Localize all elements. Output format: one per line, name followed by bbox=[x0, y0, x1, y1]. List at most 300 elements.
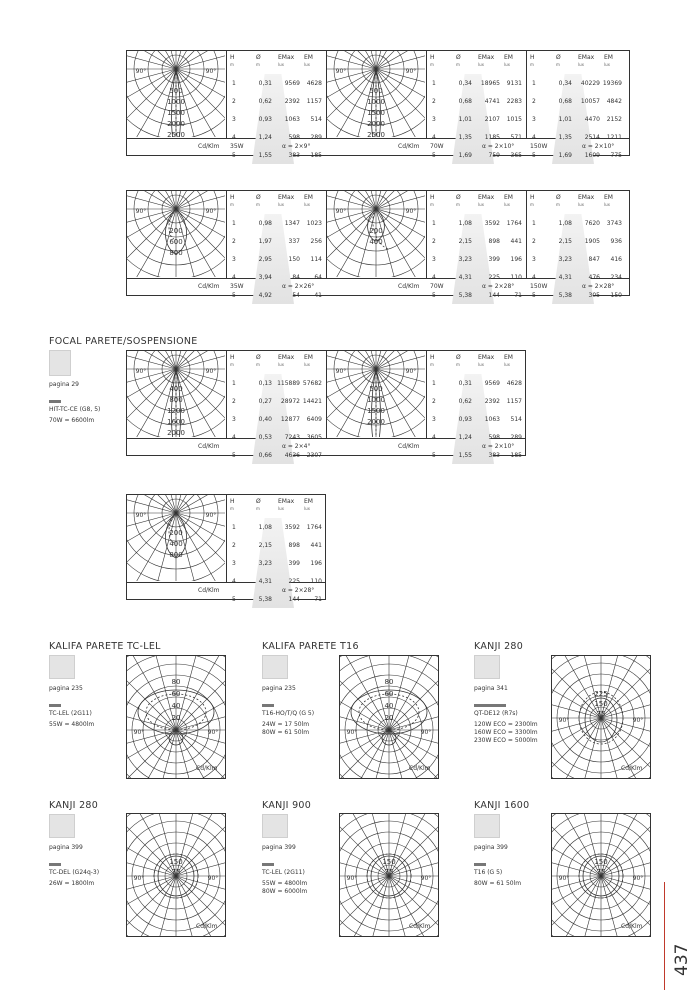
polar-spoke bbox=[176, 814, 225, 876]
scale-label: 60 bbox=[384, 690, 394, 698]
column-unit: lux bbox=[278, 202, 285, 207]
cell-em: 514 bbox=[310, 116, 322, 123]
unit-label: Cd/Klm bbox=[621, 765, 643, 772]
cell-emax: 898 bbox=[288, 542, 300, 549]
scale-label: 75 bbox=[384, 868, 394, 876]
lamp-icon bbox=[49, 704, 61, 707]
scale-label: 1500 bbox=[367, 407, 385, 415]
table-row bbox=[228, 536, 324, 554]
cell-h: 5 bbox=[232, 596, 236, 603]
product-thumbnail bbox=[49, 350, 71, 376]
cell-h: 4 bbox=[232, 434, 236, 441]
cell-h: 4 bbox=[432, 274, 436, 281]
cell-em: 71 bbox=[514, 292, 522, 299]
polar-diagram bbox=[127, 51, 225, 137]
column-divider bbox=[426, 50, 427, 138]
lamp-power: 80W = 61 50lm bbox=[262, 729, 310, 736]
cell-diameter: 3,23 bbox=[258, 560, 272, 567]
lamp-icon bbox=[474, 704, 506, 707]
polar-spoke bbox=[127, 814, 176, 876]
scale-label: 150 bbox=[594, 858, 608, 866]
unit-label: Cd/Klm bbox=[398, 143, 420, 150]
scale-label: 800 bbox=[169, 551, 183, 559]
angle-label: 90° bbox=[135, 368, 147, 375]
cell-h: 4 bbox=[232, 134, 236, 141]
cell-em: 196 bbox=[510, 256, 522, 263]
lamp-type: TC-DEL (G24q-3) bbox=[49, 869, 100, 876]
cell-diameter: 0,93 bbox=[458, 416, 472, 423]
lamp-icon bbox=[262, 863, 274, 866]
cell-em: 4842 bbox=[606, 98, 622, 105]
column-unit: lux bbox=[604, 62, 611, 67]
polar-spoke bbox=[389, 814, 438, 876]
polar-spoke bbox=[176, 814, 225, 876]
scale-label: 800 bbox=[169, 249, 183, 257]
cell-diameter: 0,62 bbox=[458, 398, 472, 405]
angle-label: 90° bbox=[346, 875, 358, 882]
lamp-power: 120W ECO = 2300lm bbox=[474, 721, 538, 728]
polar-spoke bbox=[340, 814, 389, 876]
product-thumbnail bbox=[474, 814, 500, 838]
cell-emax: 383 bbox=[288, 152, 300, 159]
polar-diagram bbox=[552, 656, 650, 778]
cell-diameter: 1,55 bbox=[258, 152, 272, 159]
cell-diameter: 0,31 bbox=[458, 380, 472, 387]
cell-h: 5 bbox=[232, 152, 236, 159]
angle-label: 90° bbox=[335, 368, 347, 375]
cell-h: 5 bbox=[532, 152, 536, 159]
cell-em: 365 bbox=[510, 152, 522, 159]
table-header bbox=[228, 192, 324, 214]
cell-emax: 1347 bbox=[284, 220, 300, 227]
polar-spoke bbox=[176, 814, 225, 876]
column-header: Ø bbox=[256, 54, 261, 61]
cell-em: 571 bbox=[510, 134, 522, 141]
cell-emax: 337 bbox=[288, 238, 300, 245]
cell-diameter: 0,93 bbox=[258, 116, 272, 123]
column-header: Ø bbox=[256, 498, 261, 505]
unit-label: Cd/Klm bbox=[198, 283, 220, 290]
scale-label: 800 bbox=[169, 396, 183, 404]
scale-label: 400 bbox=[369, 238, 383, 246]
angle-label: 90° bbox=[205, 368, 217, 375]
cell-emax: 7243 bbox=[284, 434, 300, 441]
angle-label: 90° bbox=[632, 875, 644, 882]
angle-label: 90° bbox=[207, 729, 219, 736]
column-header: H bbox=[430, 194, 435, 201]
table-row bbox=[428, 110, 524, 128]
column-divider bbox=[226, 50, 227, 138]
cell-em: 775 bbox=[610, 152, 622, 159]
cell-em: 2283 bbox=[506, 98, 522, 105]
cell-h: 2 bbox=[532, 238, 536, 245]
polar-spoke bbox=[601, 814, 650, 876]
scale-label: 225 bbox=[594, 690, 608, 698]
polar-diagram bbox=[327, 51, 425, 137]
column-header: EM bbox=[304, 354, 313, 361]
cell-emax: 476 bbox=[588, 274, 600, 281]
cell-diameter: 4,31 bbox=[458, 274, 472, 281]
scale-label: 1500 bbox=[367, 109, 385, 117]
column-unit: m bbox=[230, 362, 234, 367]
cell-h: 4 bbox=[232, 578, 236, 585]
polar-spoke bbox=[340, 814, 389, 876]
cell-diameter: 3,94 bbox=[258, 274, 272, 281]
cell-em: 41 bbox=[314, 292, 322, 299]
column-header: EM bbox=[504, 354, 513, 361]
table-row bbox=[228, 92, 324, 110]
table-row bbox=[228, 232, 324, 250]
cell-emax: 28972 bbox=[280, 398, 300, 405]
cell-em: 9131 bbox=[506, 80, 522, 87]
unit-label: Cd/Klm bbox=[398, 443, 420, 450]
column-unit: lux bbox=[504, 362, 511, 367]
polar-spoke bbox=[127, 814, 176, 876]
beam-angle: α = 2×28° bbox=[482, 283, 515, 290]
cell-em: 19369 bbox=[602, 80, 622, 87]
column-unit: m bbox=[456, 62, 460, 67]
cell-diameter: 3,23 bbox=[558, 256, 572, 263]
cell-em: 1211 bbox=[606, 134, 622, 141]
cell-em: 1023 bbox=[306, 220, 322, 227]
angle-label: 90° bbox=[405, 68, 417, 75]
polar-spoke bbox=[389, 667, 438, 730]
table-row bbox=[528, 232, 624, 250]
column-unit: m bbox=[456, 362, 460, 367]
lamp-icon bbox=[262, 704, 274, 707]
scale-label: 1600 bbox=[167, 418, 185, 426]
polar-spoke bbox=[176, 814, 225, 876]
polar-spoke bbox=[176, 814, 225, 876]
cell-emax: 150 bbox=[288, 256, 300, 263]
column-unit: lux bbox=[278, 506, 285, 511]
column-unit: m bbox=[556, 202, 560, 207]
unit-label: Cd/Klm bbox=[409, 923, 431, 930]
cell-emax: 383 bbox=[488, 452, 500, 459]
cell-diameter: 0,68 bbox=[558, 98, 572, 105]
polar-spoke bbox=[389, 814, 438, 876]
page-reference: pagina 399 bbox=[262, 844, 296, 851]
column-header: Ø bbox=[256, 194, 261, 201]
column-unit: m bbox=[256, 362, 260, 367]
angle-label: 90° bbox=[346, 729, 358, 736]
angle-label: 90° bbox=[207, 875, 219, 882]
polar-spoke bbox=[389, 814, 438, 876]
cell-diameter: 4,31 bbox=[558, 274, 572, 281]
cell-diameter: 0,27 bbox=[258, 398, 272, 405]
column-header: H bbox=[230, 54, 235, 61]
cell-diameter: 1,08 bbox=[458, 220, 472, 227]
cell-diameter: 1,08 bbox=[258, 524, 272, 531]
cell-h: 4 bbox=[232, 274, 236, 281]
cell-h: 2 bbox=[532, 98, 536, 105]
cell-emax: 9569 bbox=[484, 380, 500, 387]
lamp-type: T16 (G 5) bbox=[474, 869, 503, 876]
column-header: EM bbox=[604, 54, 613, 61]
cell-em: 289 bbox=[310, 134, 322, 141]
polar-spoke bbox=[389, 814, 438, 876]
cell-diameter: 0,62 bbox=[258, 98, 272, 105]
cell-em: 114 bbox=[310, 256, 322, 263]
scale-label: 20 bbox=[384, 714, 394, 722]
polar-diagram bbox=[127, 814, 225, 936]
cell-emax: 54 bbox=[292, 292, 300, 299]
scale-label: 75 bbox=[596, 710, 606, 718]
polar-spoke bbox=[552, 814, 601, 876]
cell-diameter: 1,97 bbox=[258, 238, 272, 245]
cell-em: 185 bbox=[510, 452, 522, 459]
unit-label: Cd/Klm bbox=[196, 765, 218, 772]
column-header: EM bbox=[304, 194, 313, 201]
cell-emax: 598 bbox=[288, 134, 300, 141]
table-row bbox=[228, 74, 324, 92]
angle-label: 90° bbox=[133, 729, 145, 736]
column-unit: m bbox=[530, 62, 534, 67]
power-label: 70W bbox=[430, 283, 444, 290]
lamp-power: 55W = 4800lm bbox=[262, 880, 308, 887]
cell-diameter: 1,01 bbox=[458, 116, 472, 123]
cell-emax: 40229 bbox=[580, 80, 600, 87]
section-title: FOCAL PARETE/SOSPENSIONE bbox=[49, 336, 198, 347]
cell-h: 2 bbox=[232, 238, 236, 245]
cell-h: 5 bbox=[232, 452, 236, 459]
column-unit: m bbox=[230, 62, 234, 67]
table-row bbox=[528, 214, 624, 232]
product-thumbnail bbox=[49, 655, 75, 679]
unit-label: Cd/Klm bbox=[409, 765, 431, 772]
cell-h: 1 bbox=[232, 220, 236, 227]
beam-angle: α = 2×10° bbox=[482, 143, 515, 150]
cell-h: 2 bbox=[232, 398, 236, 405]
beam-angle: α = 2×26° bbox=[282, 283, 315, 290]
column-header: EMax bbox=[578, 194, 595, 201]
column-divider bbox=[226, 494, 227, 582]
lamp-power: 230W ECO = 5000lm bbox=[474, 737, 538, 744]
column-unit: m bbox=[456, 202, 460, 207]
page-reference: pagina 399 bbox=[474, 844, 508, 851]
cell-h: 2 bbox=[432, 98, 436, 105]
cell-emax: 4636 bbox=[284, 452, 300, 459]
page-reference: pagina 235 bbox=[49, 685, 83, 692]
table-row bbox=[428, 92, 524, 110]
cell-h: 3 bbox=[232, 560, 236, 567]
cell-h: 3 bbox=[532, 116, 536, 123]
product-title: KALIFA PARETE T16 bbox=[262, 641, 359, 652]
angle-label: 90° bbox=[558, 875, 570, 882]
column-header: Ø bbox=[456, 354, 461, 361]
cell-diameter: 0,53 bbox=[258, 434, 272, 441]
column-unit: m bbox=[556, 62, 560, 67]
table-header bbox=[528, 192, 624, 214]
angle-label: 90° bbox=[335, 68, 347, 75]
unit-label: Cd/Klm bbox=[196, 923, 218, 930]
table-row bbox=[428, 232, 524, 250]
polar-spoke bbox=[127, 814, 176, 876]
cell-h: 3 bbox=[232, 116, 236, 123]
product-title: KANJI 1600 bbox=[474, 800, 530, 811]
table-row bbox=[528, 110, 624, 128]
cell-emax: 4741 bbox=[484, 98, 500, 105]
column-unit: m bbox=[256, 202, 260, 207]
power-label: 35W bbox=[230, 143, 244, 150]
lamp-power: 55W = 4800lm bbox=[49, 721, 95, 728]
unit-label: Cd/Klm bbox=[621, 923, 643, 930]
polar-spoke bbox=[552, 814, 601, 876]
scale-label: 80 bbox=[384, 678, 394, 686]
cell-emax: 225 bbox=[488, 274, 500, 281]
scale-label: 40 bbox=[384, 702, 394, 710]
polar-spoke bbox=[176, 667, 225, 730]
cell-h: 1 bbox=[432, 220, 436, 227]
cell-diameter: 0,34 bbox=[458, 80, 472, 87]
beam-angle: α = 2×28° bbox=[282, 587, 315, 594]
polar-diagram bbox=[127, 191, 225, 277]
cell-diameter: 0,40 bbox=[258, 416, 272, 423]
cell-emax: 399 bbox=[488, 256, 500, 263]
column-header: H bbox=[530, 54, 535, 61]
product-thumbnail bbox=[474, 655, 500, 679]
column-header: H bbox=[230, 194, 235, 201]
polar-spoke bbox=[601, 814, 650, 876]
angle-label: 90° bbox=[405, 368, 417, 375]
table-row bbox=[428, 214, 524, 232]
table-row bbox=[228, 410, 324, 428]
polar-spoke bbox=[552, 656, 601, 718]
cell-em: 14421 bbox=[302, 398, 322, 405]
polar-diagram bbox=[552, 814, 650, 936]
beam-angle: α = 2×9° bbox=[282, 143, 311, 150]
cell-emax: 3592 bbox=[284, 524, 300, 531]
cell-em: 185 bbox=[310, 152, 322, 159]
polar-diagram bbox=[327, 191, 425, 277]
cell-emax: 847 bbox=[588, 256, 600, 263]
polar-spoke bbox=[552, 656, 601, 718]
cell-em: 234 bbox=[610, 274, 622, 281]
cell-em: 2307 bbox=[306, 452, 322, 459]
product-title: KANJI 280 bbox=[474, 641, 524, 652]
page-reference: pagina 399 bbox=[49, 844, 83, 851]
scale-label: 150 bbox=[382, 858, 396, 866]
scale-label: 1000 bbox=[167, 98, 185, 106]
polar-spoke bbox=[340, 667, 389, 730]
angle-label: 90° bbox=[558, 717, 570, 724]
table-row bbox=[228, 214, 324, 232]
cell-diameter: 1,24 bbox=[458, 434, 472, 441]
polar-spoke bbox=[552, 656, 601, 718]
cell-em: 1764 bbox=[506, 220, 522, 227]
cell-diameter: 5,38 bbox=[258, 596, 272, 603]
lamp-type: QT-DE12 (R7s) bbox=[474, 710, 518, 717]
power-label: 150W bbox=[530, 143, 548, 150]
unit-label: Cd/Klm bbox=[198, 587, 220, 594]
column-header: H bbox=[430, 354, 435, 361]
page-rule bbox=[664, 882, 665, 990]
lamp-type: T16-HO/T/Q (G 5) bbox=[262, 710, 315, 717]
cell-em: 416 bbox=[610, 256, 622, 263]
angle-label: 90° bbox=[205, 68, 217, 75]
table-row bbox=[228, 250, 324, 268]
scale-label: 2500 bbox=[167, 131, 185, 137]
column-unit: lux bbox=[278, 362, 285, 367]
cell-em: 514 bbox=[510, 416, 522, 423]
cell-h: 3 bbox=[232, 256, 236, 263]
cell-emax: 2392 bbox=[284, 98, 300, 105]
cell-em: 1157 bbox=[506, 398, 522, 405]
column-unit: m bbox=[230, 202, 234, 207]
scale-label: 80 bbox=[171, 678, 181, 686]
cell-emax: 10057 bbox=[580, 98, 600, 105]
cell-diameter: 0,34 bbox=[558, 80, 572, 87]
cell-em: 6409 bbox=[306, 416, 322, 423]
cell-diameter: 0,66 bbox=[258, 452, 272, 459]
angle-label: 90° bbox=[205, 208, 217, 215]
cell-diameter: 1,01 bbox=[558, 116, 572, 123]
unit-label: Cd/Klm bbox=[198, 443, 220, 450]
scale-label: 1000 bbox=[367, 98, 385, 106]
cell-em: 3743 bbox=[606, 220, 622, 227]
unit-label: Cd/Klm bbox=[198, 143, 220, 150]
table-row bbox=[428, 374, 524, 392]
cell-diameter: 1,69 bbox=[558, 152, 572, 159]
cell-h: 3 bbox=[432, 256, 436, 263]
column-unit: lux bbox=[278, 62, 285, 67]
page-number: 437 bbox=[672, 943, 692, 976]
polar-spoke bbox=[601, 656, 650, 718]
table-row bbox=[228, 518, 324, 536]
table-header bbox=[228, 496, 324, 518]
cell-h: 1 bbox=[432, 80, 436, 87]
angle-label: 90° bbox=[420, 875, 432, 882]
column-divider bbox=[226, 350, 227, 438]
angle-label: 90° bbox=[405, 208, 417, 215]
scale-label: 2000 bbox=[167, 120, 185, 128]
polar-spoke bbox=[552, 814, 601, 876]
cell-h: 5 bbox=[232, 292, 236, 299]
page-reference: pagina 29 bbox=[49, 381, 79, 388]
cell-emax: 115889 bbox=[277, 380, 300, 387]
cell-diameter: 2,15 bbox=[558, 238, 572, 245]
scale-label: 200 bbox=[169, 529, 183, 537]
cell-diameter: 1,24 bbox=[258, 134, 272, 141]
column-unit: m bbox=[430, 362, 434, 367]
cell-emax: 4470 bbox=[584, 116, 600, 123]
column-unit: lux bbox=[504, 202, 511, 207]
cell-emax: 2514 bbox=[584, 134, 600, 141]
beam-angle: α = 2×28° bbox=[582, 283, 615, 290]
angle-label: 90° bbox=[420, 729, 432, 736]
cell-emax: 1905 bbox=[584, 238, 600, 245]
column-divider bbox=[226, 190, 227, 278]
cell-diameter: 3,23 bbox=[458, 256, 472, 263]
column-unit: m bbox=[430, 62, 434, 67]
cell-em: 110 bbox=[510, 274, 522, 281]
cell-h: 5 bbox=[532, 292, 536, 299]
beam-angle: α = 2×4° bbox=[282, 443, 311, 450]
lamp-icon bbox=[49, 400, 61, 403]
product-thumbnail bbox=[262, 814, 288, 838]
beam-angle: α = 2×10° bbox=[582, 143, 615, 150]
cell-diameter: 0,68 bbox=[458, 98, 472, 105]
cell-em: 3605 bbox=[306, 434, 322, 441]
polar-spoke bbox=[127, 667, 176, 730]
cell-em: 1015 bbox=[506, 116, 522, 123]
cell-emax: 84 bbox=[292, 274, 300, 281]
polar-spoke bbox=[601, 814, 650, 876]
column-unit: lux bbox=[604, 202, 611, 207]
column-header: Ø bbox=[556, 54, 561, 61]
polar-spoke bbox=[340, 814, 389, 876]
cell-h: 4 bbox=[432, 434, 436, 441]
